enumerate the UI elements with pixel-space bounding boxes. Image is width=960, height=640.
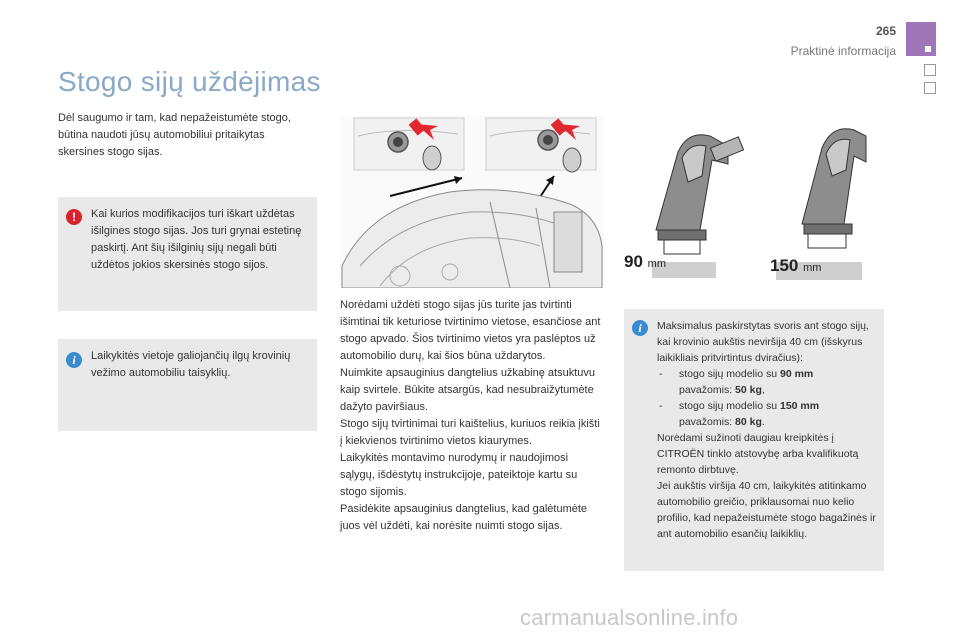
dealer-paragraph: Norėdami sužinoti daugiau kreipkitės į CITROËN tinklo atstovybę arba kvalifikuotą remonto dirbtuvę. xyxy=(657,432,859,476)
intro-paragraph: Dėl saugumo ir tam, kad nepažeistumėte stogo, būtina naudoti jūsų automobiliui pritaikytas skersines stogo sijas. xyxy=(58,112,291,158)
section-title: Praktinė informacija xyxy=(790,44,896,58)
right-foot-length-value: 150 xyxy=(770,256,799,275)
info-note-box-right xyxy=(624,309,884,571)
list-item: - stogo sijų modelio su 150 mm pavažomis: 80 kg. xyxy=(657,398,876,430)
instruction-paragraph: Nuimkite apsauginius dangtelius užkabinę atsuktuvu kaip svirtele. Būkite atsargūs, kad nesubraižytumėte dažyto paviršiaus. xyxy=(340,367,595,413)
left-foot-length-label xyxy=(624,252,666,272)
spec-model: 150 mm xyxy=(779,400,820,412)
left-foot-length-value: 90 xyxy=(624,252,643,271)
page-number: 265 xyxy=(875,24,896,38)
info-icon: i xyxy=(632,320,648,336)
spec-prefix: stogo sijų modelio su xyxy=(679,368,780,380)
page-title: Stogo sijų uždėjimas xyxy=(58,66,321,97)
max-load-intro: Maksimalus paskirstytas svoris ant stogo sijų, kai krovinio aukštis neviršija 40 cm (išskyrus laikikliais pritvirtintus dviračius): xyxy=(657,320,869,364)
watermark: carmanualsonline.info xyxy=(520,605,739,630)
chapter-tab-marker xyxy=(906,22,936,56)
spec-weight: 80 kg xyxy=(735,416,762,428)
instruction-paragraph: Norėdami uždėti stogo sijas jūs turite jas tvirtinti išimtinai tik keturiose tvirtinimo vietose, esančiose ant stogo apvado. Šios tvirtinimo vietos yra paslėptos už automobilio durų, kai šios būna uždarytos. xyxy=(340,299,601,362)
spec-weight-label: pavažomis: xyxy=(679,384,736,396)
warning-icon: ! xyxy=(66,209,82,225)
info-note-box-left xyxy=(58,339,317,431)
roof-fixing-illustration xyxy=(340,116,604,288)
left-foot-length-unit: mm xyxy=(647,258,666,270)
info-note-left-text: Laikykitės vietoje galiojančių ilgų krovinių vežimo automobiliu taisyklių. xyxy=(91,350,291,379)
chapter-tab-box-2 xyxy=(924,82,936,94)
right-foot-length-label xyxy=(770,256,821,276)
fitting-instructions xyxy=(340,297,602,535)
tab-dot xyxy=(925,46,931,52)
car-roof-fixing-diagram xyxy=(340,116,604,288)
roof-bar-feet-illustration xyxy=(616,112,870,286)
right-foot-length-unit: mm xyxy=(803,262,822,274)
chapter-tab-box-1 xyxy=(924,64,936,76)
spec-model: 90 mm xyxy=(779,368,814,380)
instruction-paragraph: Pasidėkite apsauginius dangtelius, kad galėtumėte juos vėl uždėti, kai norėsite nuimti stogo sijas. xyxy=(340,503,588,532)
spec-weight: 50 kg xyxy=(735,384,762,396)
spec-prefix: stogo sijų modelio su xyxy=(679,400,780,412)
warning-note-text: Kai kurios modifikacijos turi iškart uždėtas išilgines stogo sijas. Jos turi grynai estetinę paskirtį. Ant šių išilginių sijų negali būti uždėtos jokios skersinės stogo sijos. xyxy=(91,208,302,271)
list-item: - stogo sijų modelio su 90 mm pavažomis: 50 kg, xyxy=(657,366,876,398)
warning-note-box xyxy=(58,197,317,311)
max-load-list xyxy=(657,366,876,430)
instruction-paragraph: Laikykitės montavimo nurodymų ir naudojimosi sąlygų, išdėstytų instrukcijoje, pateiktoje kartu su stogo sijomis. xyxy=(340,452,578,498)
info-icon: i xyxy=(66,352,82,368)
spec-weight-label: pavažomis: xyxy=(679,416,736,428)
instruction-paragraph: Stogo sijų tvirtinimai turi kaištelius, kuriuos reikia įkišti į kiekvienos tvirtinimo vietos kiaurymes. xyxy=(340,418,600,447)
height-paragraph: Jei aukštis viršija 40 cm, laikykitės atitinkamo automobilio greičio, priklausomai nuo kelio profilio, kad nepažeistumėte stogo bagažinės ir ant automobilio esančių laikiklių. xyxy=(657,480,876,540)
info-note-right-text xyxy=(657,318,876,542)
